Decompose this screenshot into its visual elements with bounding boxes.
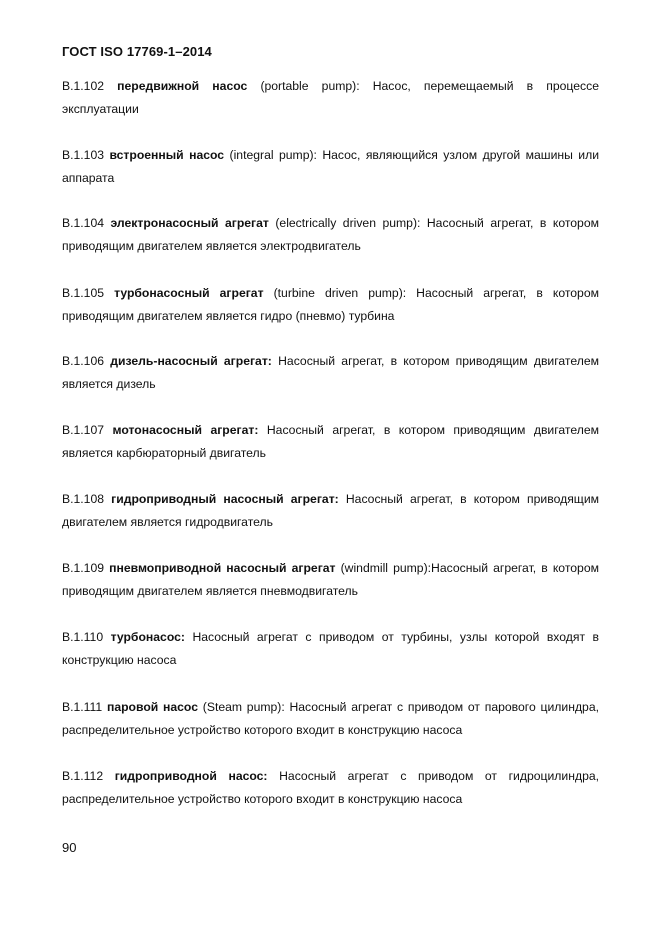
entry-definition: (portable pump): Насос, перемещаемый в процессе эксплуатации <box>62 79 600 116</box>
entry-definition: Насосный агрегат, в котором приводящим двигателем является карбюраторный двигатель <box>62 423 599 460</box>
entry-term: турбонасос: <box>110 630 185 644</box>
entry-b-1-108 <box>62 488 599 534</box>
entry-number: В.1.108 <box>62 492 105 506</box>
entry-number: В.1.107 <box>62 423 105 437</box>
entry-number: В.1.110 <box>62 630 104 644</box>
entry-number: В.1.109 <box>62 561 105 575</box>
entry-b-1-102 <box>62 75 599 121</box>
entry-definition: Насосный агрегат, в котором приводящим двигателем является дизель <box>62 354 600 391</box>
entry-term: пневмоприводной насосный агрегат <box>109 561 336 575</box>
entry-term: передвижной насос <box>117 79 248 93</box>
entry-b-1-106 <box>62 350 599 396</box>
entry-term: мотонасосный агрегат: <box>112 423 259 437</box>
entry-definition: (turbine driven pump): Насосный агрегат, в котором приводящим двигателем является гидро (пневмо) турбина <box>62 286 599 323</box>
entry-definition: (windmill pump):Насосный агрегат, в котором приводящим двигателем является пневмодвигатель <box>62 561 599 598</box>
entry-b-1-104 <box>62 212 599 258</box>
entry-b-1-110 <box>62 626 599 672</box>
entry-number: В.1.104 <box>62 216 105 230</box>
entry-definition: Насосный агрегат с приводом от турбины, узлы которой входят в конструкцию насоса <box>62 630 600 667</box>
entry-term: гидроприводный насосный агрегат: <box>111 492 339 506</box>
entry-term: электронасосный агрегат <box>110 216 269 230</box>
entry-number: В.1.102 <box>62 79 105 93</box>
entry-definition: Насосный агрегат, в котором приводящим двигателем является гидродвигатель <box>62 492 600 529</box>
entry-b-1-107 <box>62 419 599 465</box>
entry-term: встроенный насос <box>109 148 225 162</box>
entry-b-1-112 <box>62 765 599 811</box>
entry-b-1-105 <box>62 282 599 328</box>
entry-definition: (Steam pump): Насосный агрегат с приводом от парового цилиндра, распределительное устройство которого входит в конструкцию насоса <box>62 700 600 737</box>
page-number: 90 <box>62 840 77 855</box>
entry-number: В.1.111 <box>62 700 103 714</box>
entry-definition: Насосный агрегат с приводом от гидроцилиндра, распределительное устройство которого входит в конструкцию насоса <box>62 769 600 806</box>
entry-number: В.1.106 <box>62 354 105 368</box>
entry-term: гидроприводной насос: <box>114 769 268 783</box>
entry-number: В.1.112 <box>62 769 104 783</box>
entry-term: паровой насос <box>106 700 198 714</box>
entry-b-1-111 <box>62 696 599 742</box>
entry-definition: (integral pump): Насос, являющийся узлом другой машины или аппарата <box>62 148 600 185</box>
entry-term: дизель-насосный агрегат: <box>110 354 272 368</box>
entry-number: В.1.103 <box>62 148 105 162</box>
entry-term: турбонасосный агрегат <box>114 286 264 300</box>
entry-definition: (electrically driven pump): Насосный агрегат, в котором приводящим двигателем является электродвигатель <box>62 216 599 253</box>
entry-b-1-109 <box>62 557 599 603</box>
document-header: ГОСТ ISO 17769-1–2014 <box>62 44 212 59</box>
entry-number: В.1.105 <box>62 286 105 300</box>
entry-b-1-103 <box>62 144 599 190</box>
